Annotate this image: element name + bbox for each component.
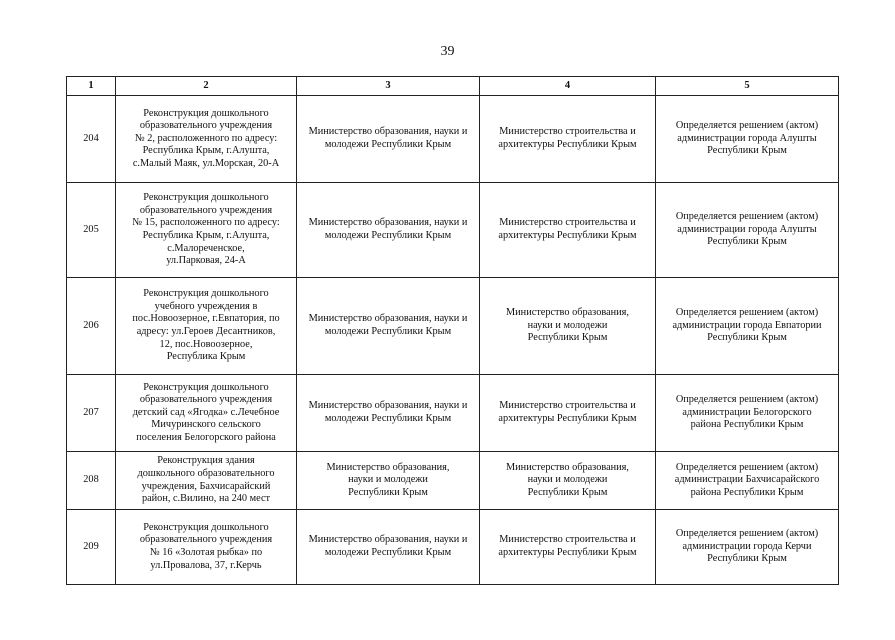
object-name-cell — [116, 96, 297, 183]
recipient-cell — [656, 183, 839, 278]
table-row — [67, 510, 839, 585]
recipient-text: Определяется решением (актом) администрации города Керчи Республики Крым — [675, 528, 819, 565]
object-name-text: Реконструкция здания дошкольного образовательного учреждения, Бахчисарайский район, с.Вилино, на 240 мест — [137, 455, 275, 505]
recipient-text: Определяется решением (актом) администрации Бахчисарайского района Республики Крым — [674, 461, 820, 498]
row-number-cell: 205 — [67, 183, 116, 278]
column-header-4: 4 — [480, 77, 656, 96]
customer-text: Министерство образования, науки и молодежи Республики Крым — [326, 461, 450, 498]
customer-cell — [297, 452, 480, 510]
recipient-text: Определяется решением (актом) администрации города Алушты Республики Крым — [675, 211, 819, 248]
developer-cell — [480, 278, 656, 375]
table-row — [67, 452, 839, 510]
customer-cell — [297, 278, 480, 375]
recipient-cell — [656, 96, 839, 183]
customer-cell — [297, 183, 480, 278]
recipient-text: Определяется решением (актом) администрации Белогорского района Республики Крым — [675, 394, 819, 431]
recipient-text: Определяется решением (актом) администрации города Алушты Республики Крым — [675, 120, 819, 157]
developer-text: Министерство строительства и архитектуры Республики Крым — [498, 126, 637, 150]
developer-cell — [480, 96, 656, 183]
row-number-cell: 208 — [67, 452, 116, 510]
column-header-5: 5 — [656, 77, 839, 96]
object-name-text: Реконструкция дошкольного образовательного учреждения № 16 «Золотая рыбка» по ул.Провалова, 37, г.Керчь — [139, 521, 273, 571]
developer-cell — [480, 510, 656, 585]
developer-text: Министерство образования, науки и молодежи Республики Крым — [506, 307, 629, 344]
page-number: 39 — [440, 44, 455, 59]
column-header-1: 1 — [67, 77, 116, 96]
row-number-cell: 206 — [67, 278, 116, 375]
row-number-cell: 204 — [67, 96, 116, 183]
customer-text: Министерство образования, науки и молодежи Республики Крым — [308, 126, 468, 150]
column-header-3: 3 — [297, 77, 480, 96]
customer-text: Министерство образования, науки и молодежи Республики Крым — [308, 400, 468, 424]
developer-cell — [480, 183, 656, 278]
row-number-cell: 207 — [67, 375, 116, 452]
customer-cell — [297, 510, 480, 585]
object-name-text: Реконструкция дошкольного образовательного учреждения детский сад «Ягодка» с.Лечебное Мичуринского сельского поселения Белогорского района — [132, 381, 280, 443]
recipient-cell — [656, 375, 839, 452]
row-number-cell: 209 — [67, 510, 116, 585]
object-name-cell — [116, 278, 297, 375]
document-table — [66, 76, 839, 585]
recipient-cell — [656, 510, 839, 585]
object-name-text: Реконструкция дошкольного учебного учреждения в пос.Новоозерное, г.Евпатория, по адресу: ул.Героев Десантников, 12, пос.Новоозерное, Республика Крым — [132, 288, 280, 363]
developer-cell — [480, 452, 656, 510]
customer-text: Министерство образования, науки и молодежи Республики Крым — [308, 313, 468, 337]
table-row — [67, 96, 839, 183]
object-name-text: Реконструкция дошкольного образовательного учреждения № 2, расположенного по адресу: Республика Крым, г.Алушта, с.Малый Маяк, ул.Морская, 20-А — [132, 107, 280, 169]
customer-cell — [297, 96, 480, 183]
developer-text: Министерство строительства и архитектуры Республики Крым — [498, 217, 637, 241]
object-name-cell — [116, 510, 297, 585]
object-name-cell — [116, 375, 297, 452]
developer-text: Министерство строительства и архитектуры Республики Крым — [498, 534, 637, 558]
table-row — [67, 183, 839, 278]
customer-text: Министерство образования, науки и молодежи Республики Крым — [308, 217, 468, 241]
table-header-row — [67, 77, 839, 96]
developer-text: Министерство образования, науки и молодежи Республики Крым — [506, 461, 629, 498]
object-name-cell — [116, 183, 297, 278]
recipient-text: Определяется решением (актом) администрации города Евпатории Республики Крым — [672, 307, 822, 344]
developer-cell — [480, 375, 656, 452]
developer-text: Министерство строительства и архитектуры Республики Крым — [498, 400, 637, 424]
customer-cell — [297, 375, 480, 452]
object-name-text: Реконструкция дошкольного образовательного учреждения № 15, расположенного по адресу: Республика Крым, г.Алушта, с.Малореченское, ул.Парковая, 24-А — [132, 192, 280, 267]
column-header-2: 2 — [116, 77, 297, 96]
table-row — [67, 278, 839, 375]
customer-text: Министерство образования, науки и молодежи Республики Крым — [308, 534, 468, 558]
object-name-cell — [116, 452, 297, 510]
recipient-cell — [656, 278, 839, 375]
table-row — [67, 375, 839, 452]
recipient-cell — [656, 452, 839, 510]
